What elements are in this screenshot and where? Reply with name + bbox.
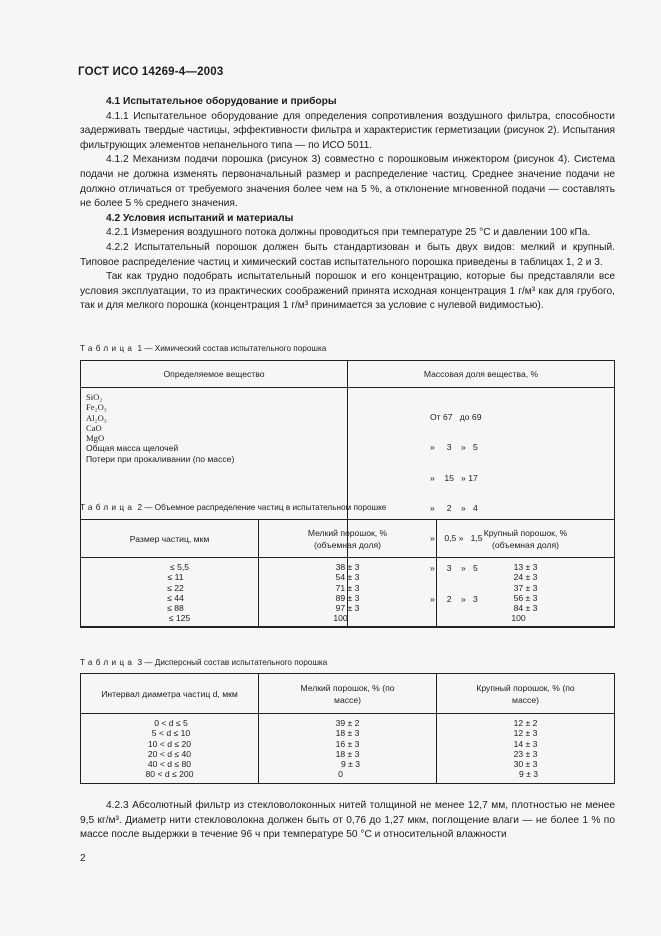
paragraph-4-1-2: 4.1.2 Механизм подачи порошка (рисунок 3) совместно с порошковым инжектором (рисунок 4). Система подачи не должна изменять первоначальный размер и распределение частиц. Среднее значение подачи не должно отличаться от требуемого значения более чем на 5 %, а отклонение мгновенной подачи — составлять не более 5 % среднего значения. [80, 154, 615, 210]
table-1-header-mass-fraction: Массовая доля вещества, % [348, 361, 615, 388]
table-1-row-value: » 3 » 5 [430, 563, 478, 574]
table-3-interval: 10 < d ≤ 20 [147, 738, 192, 749]
table-1-row-name: Потери при прокаливании (по массе) [86, 453, 235, 464]
page-number: 2 [80, 853, 86, 864]
table-1-row-value: » 2 » 3 [430, 593, 478, 604]
table-2-fine: 100 [333, 613, 348, 624]
table-3-interval: 0 < d ≤ 5 [154, 718, 188, 728]
table-2-header-fine: Мелкий порошок, % (объемная доля) [259, 520, 437, 558]
table-3-interval: 80 < d ≤ 200 [145, 769, 194, 780]
table-1-row-name: Fe₂O₃ [86, 402, 107, 413]
table-3-caption: Таблица 3 — Дисперсный состав испытательного порошка [80, 658, 328, 667]
table-3-fine: 9 ± 3 [340, 759, 361, 770]
table-2-coarse: 84 ± 3 [513, 603, 538, 614]
table-2-coarse: 13 ± 3 [513, 562, 538, 572]
table-2-header-size: Размер частиц, мкм [81, 520, 259, 558]
paragraph-4-1-1: 4.1.1 Испытательное оборудование для определения сопротивления воздушного фильтра, способности задерживать твердые частицы, эффективности фильтра и характеристик герметизации (рисунок 2). Испытания фильтрующих элементов непанельного типа — по ИСО 5011. [80, 110, 615, 151]
table-2-size: ≤ 22 [167, 582, 184, 593]
table-3-header-fine: Мелкий порошок, % (по массе) [259, 674, 437, 714]
table-1-row-value: » 15 » 17 [430, 472, 478, 483]
table-2-coarse: 37 ± 3 [513, 582, 538, 593]
section-4-1-title: 4.1 Испытательное оборудование и приборы [106, 96, 337, 107]
table-1-header-substance: Определяемое вещество [81, 361, 348, 388]
table-2-coarse: 100 [511, 613, 526, 624]
table-3-header-interval: Интервал диаметра частиц d, мкм [81, 674, 259, 714]
table-3-coarse: 14 ± 3 [513, 738, 538, 749]
table-2 [80, 519, 615, 627]
table-3-interval: 20 < d ≤ 40 [147, 748, 192, 759]
section-4-1 [80, 95, 615, 314]
document-header: ГОСТ ИСО 14269-4—2003 [78, 66, 224, 78]
table-3-coarse: 9 ± 3 [518, 769, 539, 780]
table-2-fine: 97 ± 3 [335, 603, 360, 614]
table-2-fine-values [259, 558, 437, 627]
table-2-fine: 54 ± 3 [335, 572, 360, 583]
table-2-coarse-values [437, 558, 615, 627]
section-4-2-3 [80, 799, 615, 843]
table-3-interval: 5 < d ≤ 10 [151, 728, 191, 739]
table-1-caption: Таблица 1 — Химический состав испытательного порошка [80, 344, 327, 353]
table-3-fine: 16 ± 3 [335, 738, 360, 749]
table-3-coarse: 30 ± 3 [513, 759, 538, 770]
table-3-fine-values [259, 714, 437, 784]
table-2-size: ≤ 44 [167, 592, 184, 603]
table-1-row-value: » 0,5 » 1,5 [430, 533, 483, 544]
table-3-interval: 40 < d ≤ 80 [147, 759, 192, 770]
table-1-row-name: MgO [86, 433, 105, 444]
table-3 [80, 673, 615, 784]
table-3-header-coarse: Крупный порошок, % (по массе) [437, 674, 615, 714]
table-3-coarse: 12 ± 2 [513, 718, 538, 728]
table-2-fine: 71 ± 3 [335, 582, 360, 593]
paragraph-4-2-2: 4.2.2 Испытательный порошок должен быть стандартизован и быть двух видов: мелкий и крупный. Типовое распределение частиц и химический состав испытательного порошка приведены в таблицах 1, 2 и 3. [80, 241, 615, 268]
table-2-header-coarse: Крупный порошок, % (объемная доля) [437, 520, 615, 558]
table-2-size: ≤ 11 [167, 572, 184, 583]
section-4-2-title: 4.2 Условия испытаний и материалы [106, 212, 294, 224]
table-3-coarse: 12 ± 3 [513, 728, 538, 739]
table-2-fine: 89 ± 3 [335, 592, 360, 603]
table-1-row-name: Al₂O₃ [86, 412, 107, 423]
table-3-coarse: 23 ± 3 [513, 748, 538, 759]
table-3-fine: 39 ± 2 [335, 718, 360, 728]
table-2-size: ≤ 88 [167, 603, 184, 614]
table-2-coarse: 24 ± 3 [513, 572, 538, 583]
table-2-fine: 38 ± 3 [335, 562, 360, 572]
table-2-caption: Таблица 2 — Объемное распределение частиц в испытательном порошке [80, 503, 387, 512]
table-1-row-value: » 2 » 4 [430, 502, 478, 513]
table-3-coarse-values [437, 714, 615, 784]
table-2-sizes [81, 558, 259, 627]
table-3-intervals [81, 714, 259, 784]
table-2-size: ≤ 5,5 [169, 562, 190, 572]
paragraph-4-2-3: 4.2.3 Абсолютный фильтр из стекловолоконных нитей толщиной не менее 12,7 мм, плотностью не менее 9,5 кг/м³. Диаметр нити стекловолокна должен быть от 0,76 до 1,27 мкм, поглощение влаги — не более 1 % по массе после выдержки в течение 96 ч при температуре 50 °С и относительной влажности [80, 800, 615, 841]
table-1-row-value: От 67 до 69 [430, 412, 482, 422]
table-2-coarse: 56 ± 3 [513, 592, 538, 603]
paragraph-concentration: Так как трудно подобрать испытательный порошок и его концентрацию, которые бы представляли все условия эксплуатации, то из практических соображений принята исходная концентрация 1 г/м³ как для грубого, так и для мелкого порошка (концентрация 1 г/м³ принимается за условие с нулевой видимостью). [80, 271, 615, 312]
table-1-row-value: » 3 » 5 [430, 442, 478, 453]
table-1-row-name: Общая масса щелочей [86, 443, 179, 454]
table-3-fine: 0 [338, 769, 343, 780]
table-2-size: ≤ 125 [168, 613, 191, 624]
table-3-fine: 18 ± 3 [335, 728, 360, 739]
paragraph-4-2-1: 4.2.1 Измерения воздушного потока должны проводиться при температуре 25 °С и давлении 100 кПа. [106, 227, 591, 239]
table-1-row-name: CaO [86, 422, 102, 433]
table-1-row-name: SiO₂ [86, 392, 103, 402]
table-3-fine: 18 ± 3 [335, 748, 360, 759]
